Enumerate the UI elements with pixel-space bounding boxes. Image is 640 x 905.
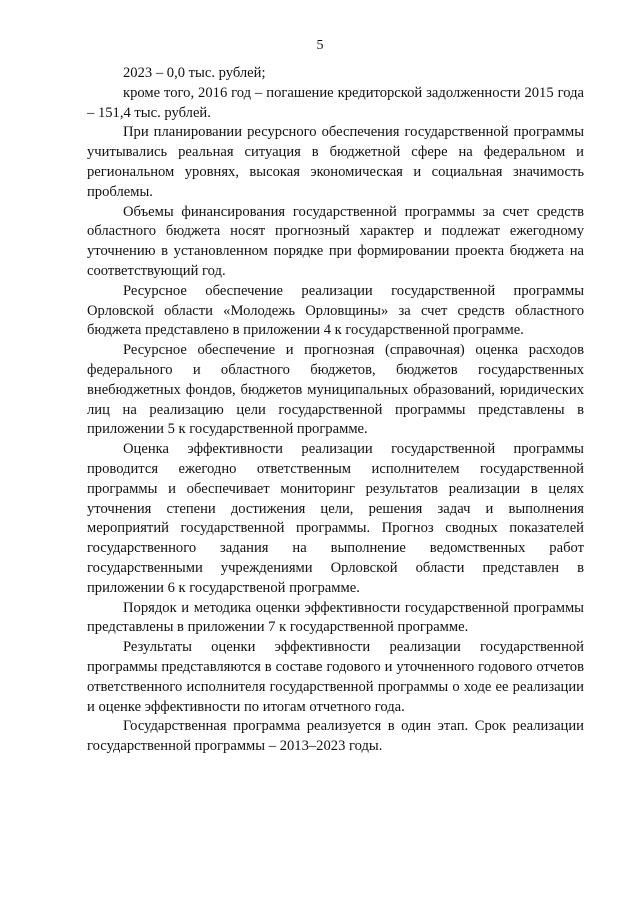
page-number: 5: [316, 38, 324, 53]
paragraph: Оценка эффективности реализации государственной программы проводится ежегодно ответственным исполнителем государственной программы и обеспечивает мониторинг результатов реализации в целях уточнения степени достижения цели, решения задач и выполнения мероприятий государственной программы. Прогноз сводных показателей государственного задания на выполнение ведомственных работ государственными учреждениями Орловской области представлен в приложении 6 к государственой программе.: [87, 441, 584, 596]
paragraph: Объемы финансирования государственной программы за счет средств областного бюджета носят прогнозный характер и подлежат ежегодному уточнению в установленном порядке при формировании проекта бюджета на соответствующий год.: [87, 203, 584, 279]
paragraph: кроме того, 2016 год – погашение кредиторской задолженности 2015 года – 151,4 тыс. рублей.: [87, 84, 584, 121]
paragraph: 2023 – 0,0 тыс. рублей;: [123, 65, 266, 81]
paragraph: Результаты оценки эффективности реализации государственной программы представляются в составе годового и уточненного годового отчетов ответственного исполнителя государственной программы о ходе ее реализации и оценке эффективности по итогам отчетного года.: [87, 639, 584, 715]
paragraph: Ресурсное обеспечение реализации государственной программы Орловской области «Молодежь Орловщины» за счет средств областного бюджета представлено в приложении 4 к государственной программе.: [87, 282, 584, 339]
paragraph: Государственная программа реализуется в один этап. Срок реализации государственной программы – 2013–2023 годы.: [87, 718, 584, 755]
paragraph: Ресурсное обеспечение и прогнозная (справочная) оценка расходов федерального и областного бюджетов, бюджетов государственных внебюджетных фондов, бюджетов муниципальных образований, юридических лиц на реализацию цели государственной программы представлены в приложении 5 к государственной программе.: [87, 342, 584, 438]
document-body: [87, 64, 584, 757]
paragraph: Порядок и методика оценки эффективности государственной программы представлены в приложении 7 к государственной программе.: [87, 599, 584, 636]
paragraph: При планировании ресурсного обеспечения государственной программы учитывались реальная ситуация в бюджетной сфере на федеральном и региональном уровнях, высокая экономическая и социальная значимость проблемы.: [87, 124, 584, 200]
